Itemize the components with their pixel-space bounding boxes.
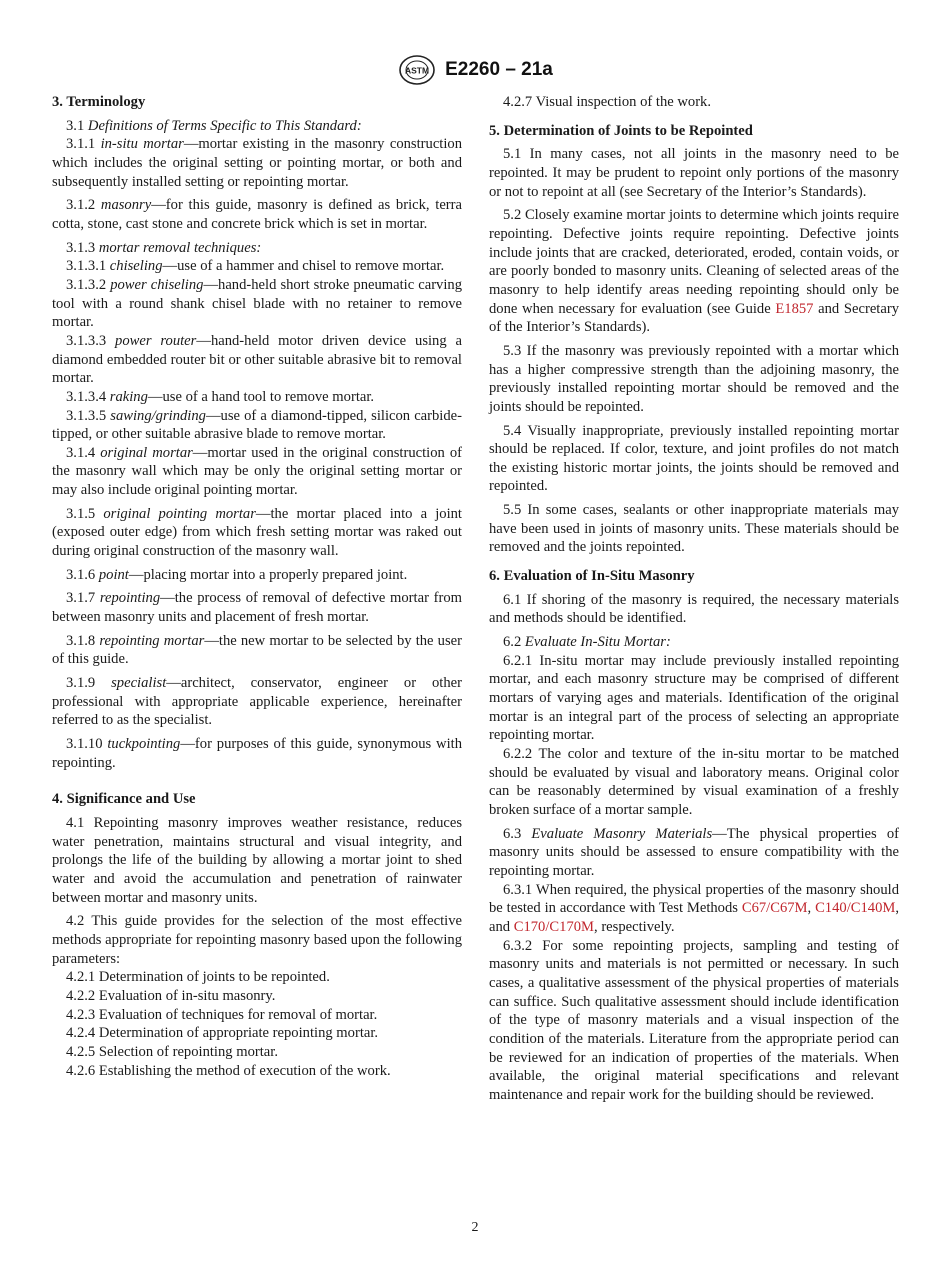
paragraph-3-1-1: 3.1.1 in-situ mortar—mortar existing in the masonry construction which includes the original setting or pointing mortar, or both and subsequently installed setting or repointing mortar. — [52, 136, 463, 190]
paragraph-3-1: 3.1 Definitions of Terms Specific to This Standard: — [66, 117, 362, 134]
section-heading-joints: 5. Determination of Joints to be Repointed — [489, 122, 753, 139]
paragraph-3-1-4: 3.1.4 original mortar—mortar used in the original construction of the masonry wall which may be only the original setting mortar or may also include original pointing mortar. — [52, 444, 462, 499]
paragraph-3-1-3-5: 3.1.3.5 sawing/grinding—use of a diamond-tipped, silicon carbide-tipped, or other suitable abrasive blade to remove mortar. — [52, 407, 462, 443]
page-header — [0, 52, 950, 88]
section-heading-evaluation: 6. Evaluation of In-Situ Masonry — [489, 568, 695, 585]
paragraph-3-1-7: 3.1.7 repointing—the process of removal of defective mortar from between masonry units and placement of fresh mortar. — [52, 590, 462, 626]
paragraph-6-2-1: 6.2.1 In-situ mortar may include previously installed repointing mortar, and each masonry structure may be comprised of different mortars of varying ages and materials. Identification of the original mortar is an integral part of the process of selecting an appropriate repointing mortar. — [489, 652, 899, 744]
paragraph-4-1: 4.1 Repointing masonry improves weather resistance, reduces water penetration, maintains structural and visual integrity, and prolongs the life of the building by allowing a mortar joint to shed water and avoid the accumulation and penetration of rainwater between mortar and masonry units. — [52, 814, 462, 906]
paragraph-4-2-7: 4.2.7 Visual inspection of the work. — [503, 94, 712, 110]
reference-link-c67[interactable]: C67/C67M — [741, 900, 808, 917]
paragraph-6-3-1: 6.3.1 When required, the physical properties of the masonry should be tested in accordance with Test Methods C67/C67M, C140/C140M, and C170/C170M, respectively. — [489, 881, 900, 935]
paragraph-5-1: 5.1 In many cases, not all joints in the masonry need to be repointed. It may be prudent to repoint only portions of the masonry or not to repoint at all (see Secretary of the Interior’s Standards). — [489, 146, 899, 200]
paragraph-6-2: 6.2 Evaluate In-Situ Mortar: — [503, 634, 671, 651]
paragraph-3-1-3-1: 3.1.3.1 chiseling—use of a hammer and chisel to remove mortar. — [66, 258, 445, 275]
paragraph-4-2-3: 4.2.3 Evaluation of techniques for removal of mortar. — [66, 1006, 378, 1023]
paragraph-4-2-2: 4.2.2 Evaluation of in-situ masonry. — [66, 987, 276, 1004]
paragraph-3-1-5: 3.1.5 original pointing mortar—the mortar placed into a joint (exposed outer edge) from which fresh setting mortar was raked out during original construction of the masonry wall. — [52, 505, 462, 560]
paragraph-6-2-2: 6.2.2 The color and texture of the in-situ mortar to be matched should be evaluated by visual and laboratory means. Original color can be reasonably determined by visual examination of a freshly broken surface of a mortar sample. — [489, 746, 899, 818]
reference-link-e1857[interactable]: E1857 — [775, 300, 814, 317]
paragraph-3-1-2: 3.1.2 masonry—for this guide, masonry is defined as brick, terra cotta, stone, cast stone and concrete brick which is set in mortar. — [52, 197, 462, 232]
paragraph-5-5: 5.5 In some cases, sealants or other inappropriate materials may have been used in joints of masonry units. These materials should be removed and the joints repointed. — [489, 502, 899, 556]
paragraph-3-1-6: 3.1.6 point—placing mortar into a properly prepared joint. — [66, 566, 408, 583]
paragraph-3-1-8: 3.1.8 repointing mortar—the new mortar to be selected by the user of this guide. — [52, 632, 462, 668]
page-number: 2 — [471, 1220, 479, 1235]
paragraph-3-1-3: 3.1.3 mortar removal techniques: — [66, 239, 262, 256]
paragraph-6-3: 6.3 Evaluate Masonry Materials—The physical properties of masonry units should be assessed to ensure compatibility with the repointing mortar. — [489, 825, 899, 879]
reference-link-c170[interactable]: C170/C170M — [513, 918, 595, 935]
paragraph-3-1-9: 3.1.9 specialist—architect, conservator, engineer or other professional with appropriate applicable experience, hereinafter referred to as the specialist. — [52, 675, 462, 729]
paragraph-5-4: 5.4 Visually inappropriate, previously installed repointing mortar should be replaced. If color, texture, and joint profiles do not match the existing historic mortar joints, the joints should be removed and repointed. — [489, 422, 899, 495]
reference-link-c140[interactable]: C140/C140M — [815, 900, 896, 917]
paragraph-4-2: 4.2 This guide provides for the selection of the most effective methods appropriate for repointing masonry based upon the following parameters: — [52, 913, 462, 967]
paragraph-6-1: 6.1 If shoring of the masonry is required, the necessary materials and methods should be identified. — [489, 591, 899, 627]
paragraph-3-1-3-2: 3.1.3.2 power chiseling—hand-held short stroke pneumatic carving tool with a round shank chisel blade with no retainer to remove mortar. — [52, 276, 462, 331]
paragraph-5-3: 5.3 If the masonry was previously repointed with a mortar which has a higher compressive strength than the adjoining masonry, the previously installed repointing mortar should be removed and the joints should be repointed. — [489, 342, 899, 415]
paragraph-3-1-10: 3.1.10 tuckpointing—for purposes of this guide, synonymous with repointing. — [52, 736, 462, 771]
paragraph-6-3-2: 6.3.2 For some repointing projects, sampling and testing of masonry units and materials is not permitted or necessary. In such cases, a qualitative assessment of the physical properties of materials can suffice. Such qualitative assessment should include identification of the type of masonry materials and a visual inspection of the condition of the materials. Literature from the appropriate period can be reviewed for an indication of properties of the materials. When available, the original material specifications and relevant maintenance and repair work for the building should be reviewed. — [489, 937, 899, 1103]
document-id: E2260 – 21a — [445, 59, 553, 80]
paragraph-5-2: 5.2 Closely examine mortar joints to determine which joints require repointing. Defective joints require repointing. Defective joints include joints that are cracked, deteriorated, eroded, contain voids, or are poorly bonded to masonry units. Cleaning of selected areas of the masonry to help identify areas needing repointing should only be done when necessary for evaluation (see Guide E1857 and Secretary of the Interior’s Standards). — [489, 207, 899, 336]
right-column — [489, 93, 899, 1104]
paragraph-4-2-6: 4.2.6 Establishing the method of execution of the work. — [66, 1062, 391, 1079]
left-column — [52, 93, 462, 1080]
astm-logo-icon — [397, 54, 437, 86]
paragraph-4-2-5: 4.2.5 Selection of repointing mortar. — [66, 1043, 278, 1060]
paragraph-4-2-1: 4.2.1 Determination of joints to be repointed. — [66, 969, 330, 986]
paragraph-4-2-4: 4.2.4 Determination of appropriate repointing mortar. — [66, 1025, 379, 1042]
svg-text:ASTM: ASTM — [405, 65, 430, 76]
paragraph-3-1-3-3: 3.1.3.3 power router—hand-held motor driven device using a diamond embedded router bit or other suitable abrasive bit to removal mortar. — [52, 332, 463, 387]
section-heading-significance: 4. Significance and Use — [52, 791, 196, 808]
paragraph-3-1-3-4: 3.1.3.4 raking—use of a hand tool to remove mortar. — [66, 388, 375, 405]
section-heading-terminology: 3. Terminology — [52, 94, 146, 110]
